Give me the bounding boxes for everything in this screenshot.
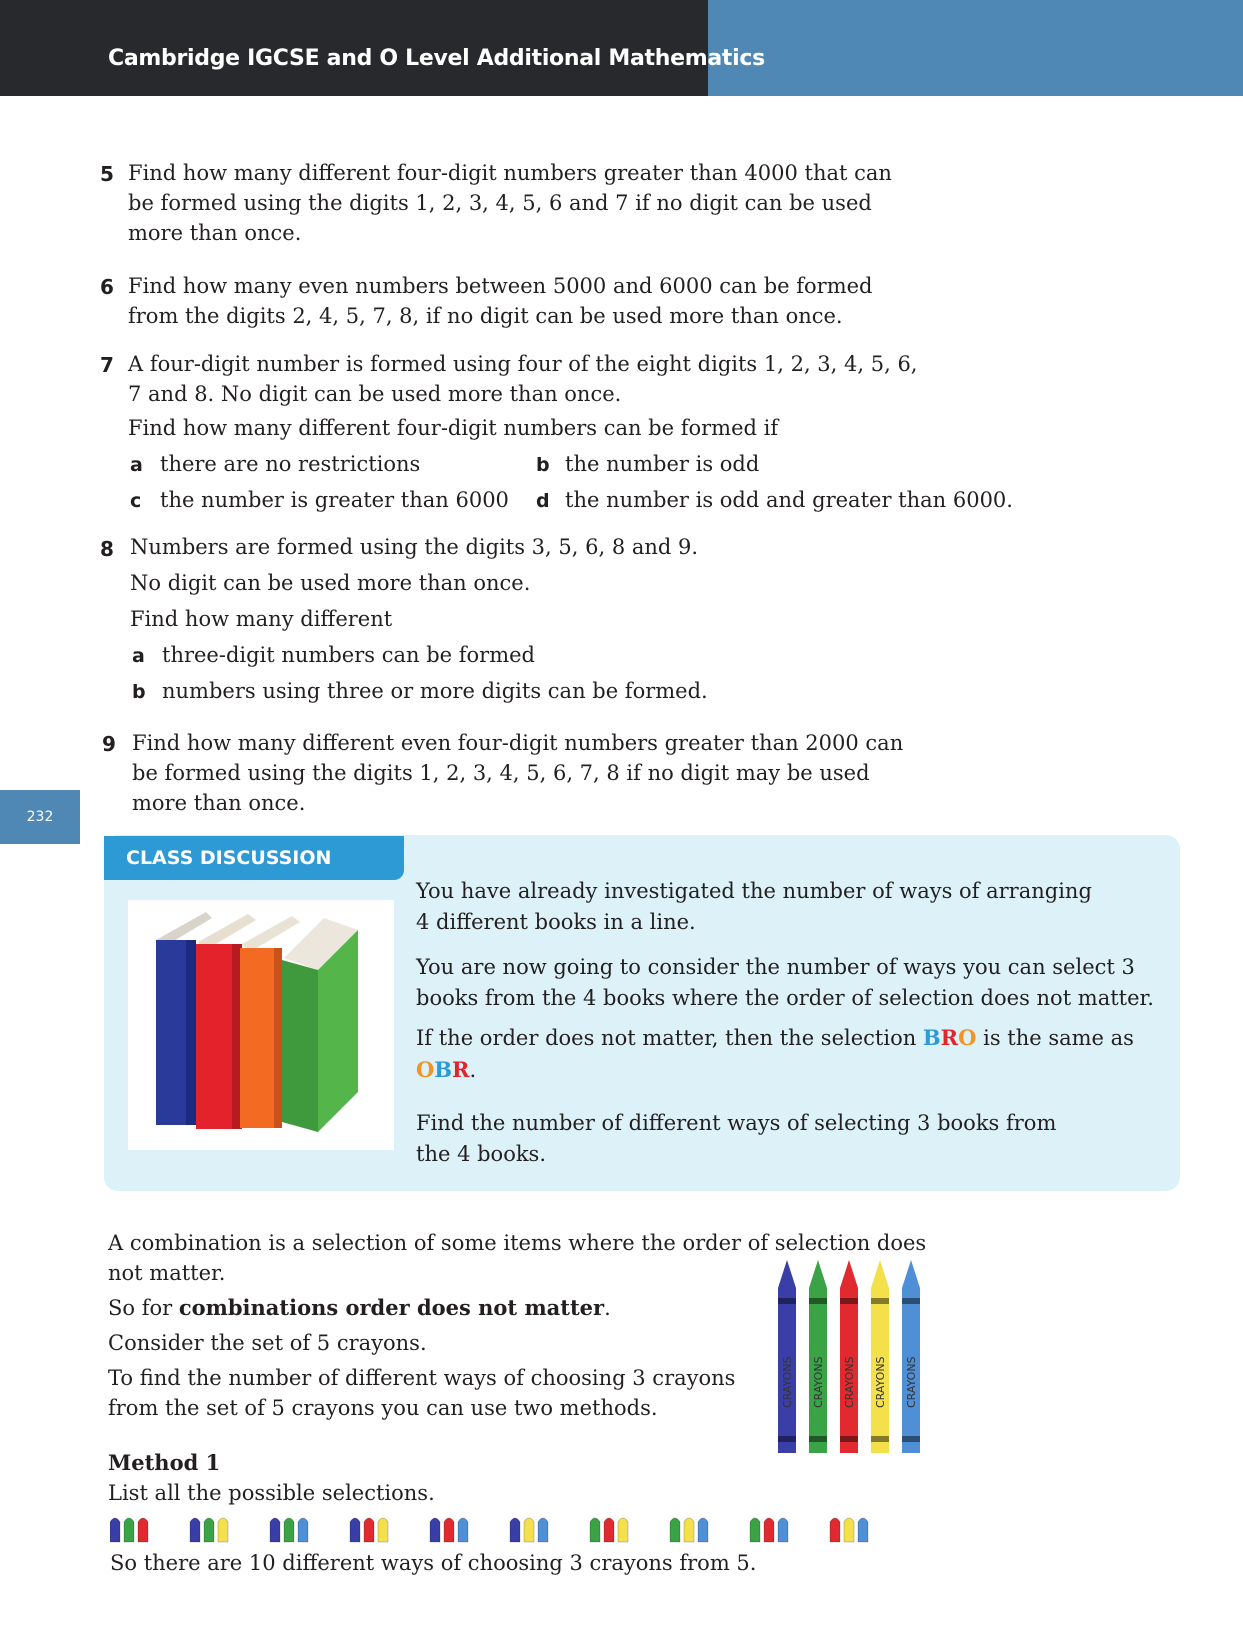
crayon-selection — [190, 1518, 228, 1542]
method-text: List all the possible selections. — [108, 1481, 435, 1505]
discussion-para-2: You are now going to consider the number of ways you can select 3 books from the 4 books where the order of selection does not matter. — [416, 955, 1154, 1010]
small-crayon-icon — [138, 1518, 148, 1542]
crayon-selection — [830, 1518, 868, 1542]
crayon-selection — [270, 1518, 308, 1542]
letter-r: R — [940, 1025, 959, 1050]
crayons-image — [770, 1258, 940, 1458]
svg-text:CRAYONS: CRAYONS — [812, 1356, 825, 1408]
small-crayon-icon — [204, 1518, 214, 1542]
small-crayon-icon — [670, 1518, 680, 1542]
small-crayon-icon — [684, 1518, 694, 1542]
question-7-prompt: Find how many different four-digit numbers can be formed if — [128, 416, 779, 440]
question-number: 6 — [100, 275, 114, 299]
letter-b: B — [434, 1057, 453, 1082]
part-label: a — [130, 454, 143, 476]
crayon-selection — [430, 1518, 468, 1542]
crayon-selection — [590, 1518, 628, 1542]
small-crayon-icon — [510, 1518, 520, 1542]
question-6-text: Find how many even numbers between 5000 and 6000 can be formed from the digits 2, 4, 5, 7, 8, if no digit can be used more than once. — [128, 274, 873, 328]
small-crayon-icon — [378, 1518, 388, 1542]
book-title: Cambridge IGCSE and O Level Additional Mathematics — [108, 46, 765, 71]
question-5-text: Find how many different four-digit numbers greater than 4000 that can be formed using the digits 1, 2, 3, 4, 5, 6 and 7 if no digit can be used more than once. — [128, 161, 892, 245]
crayon-selection — [510, 1518, 548, 1542]
small-crayon-icon — [218, 1518, 228, 1542]
discussion-para-3: If the order does not matter, then the selection BRO is the same as OBR. — [416, 1025, 1134, 1082]
small-crayon-icon — [298, 1518, 308, 1542]
svg-text:CRAYONS: CRAYONS — [905, 1356, 918, 1408]
svg-text:CRAYONS: CRAYONS — [781, 1356, 794, 1408]
part-label: a — [132, 645, 145, 667]
crayon-icon — [840, 1260, 858, 1453]
header-accent — [708, 0, 1243, 96]
letter-b: B — [922, 1025, 941, 1050]
question-number: 9 — [102, 732, 116, 756]
small-crayon-icon — [830, 1518, 840, 1542]
small-crayon-icon — [284, 1518, 294, 1542]
small-crayon-icon — [430, 1518, 440, 1542]
small-crayon-icon — [124, 1518, 134, 1542]
small-crayon-icon — [698, 1518, 708, 1542]
small-crayon-icon — [604, 1518, 614, 1542]
small-crayon-icon — [444, 1518, 454, 1542]
small-crayon-icon — [858, 1518, 868, 1542]
method-heading: Method 1 — [108, 1450, 221, 1475]
question-number: 5 — [100, 162, 114, 186]
page-number: 232 — [0, 790, 80, 844]
question-8-line2: No digit can be used more than once. — [130, 571, 531, 595]
letter-r: R — [452, 1057, 470, 1082]
part-text: the number is greater than 6000 — [160, 488, 509, 512]
two-methods-text: To find the number of different ways of choosing 3 crayons from the set of 5 crayons you can use two methods. — [108, 1366, 736, 1420]
small-crayon-icon — [458, 1518, 468, 1542]
part-text: the number is odd and greater than 6000. — [565, 488, 1013, 512]
part-text: numbers using three or more digits can be formed. — [162, 679, 708, 703]
part-text: the number is odd — [565, 452, 760, 476]
small-crayon-icon — [618, 1518, 628, 1542]
crayon-icon — [809, 1260, 827, 1453]
discussion-para-1: You have already investigated the number of ways of arranging 4 different books in a line. — [416, 879, 1092, 934]
class-discussion-heading: CLASS DISCUSSION — [104, 836, 404, 880]
small-crayon-icon — [590, 1518, 600, 1542]
svg-text:CRAYONS: CRAYONS — [843, 1356, 856, 1408]
question-8-text: Numbers are formed using the digits 3, 5, 6, 8 and 9. — [130, 535, 699, 559]
question-7-text: A four-digit number is formed using four of the eight digits 1, 2, 3, 4, 5, 6, 7 and 8. No digit can be used more than once. — [128, 352, 918, 406]
small-crayon-icon — [110, 1518, 120, 1542]
crayon-selection — [110, 1518, 148, 1542]
part-text: there are no restrictions — [160, 452, 421, 476]
crayon-selection — [750, 1518, 788, 1542]
small-crayon-icon — [764, 1518, 774, 1542]
crayon-icon — [778, 1260, 796, 1453]
small-crayon-icon — [844, 1518, 854, 1542]
letter-o: O — [416, 1057, 435, 1082]
crayon-selection — [350, 1518, 388, 1542]
part-label: b — [536, 454, 550, 476]
crayon-selections — [110, 1514, 910, 1544]
conclusion-text: So there are 10 different ways of choosing 3 crayons from 5. — [110, 1551, 757, 1575]
part-label: d — [536, 490, 550, 512]
small-crayon-icon — [538, 1518, 548, 1542]
small-crayon-icon — [364, 1518, 374, 1542]
combination-definition: A combination is a selection of some items where the order of selection does not matter. — [108, 1231, 927, 1285]
question-number: 8 — [100, 537, 114, 561]
question-9-text: Find how many different even four-digit numbers greater than 2000 can be formed using the digits 1, 2, 3, 4, 5, 6, 7, 8 if no digit may be used more than once. — [132, 731, 904, 815]
question-number: 7 — [100, 353, 114, 377]
crayon-icon — [902, 1260, 920, 1453]
combinations-note: So for combinations order does not matter. — [108, 1295, 611, 1320]
small-crayon-icon — [750, 1518, 760, 1542]
svg-text:CRAYONS: CRAYONS — [874, 1356, 887, 1408]
question-8-prompt: Find how many different — [130, 607, 393, 631]
small-crayon-icon — [524, 1518, 534, 1542]
crayon-selection — [670, 1518, 708, 1542]
part-label: c — [130, 490, 142, 512]
books-image — [128, 900, 394, 1150]
part-text: three-digit numbers can be formed — [162, 643, 535, 667]
part-label: b — [132, 681, 146, 703]
letter-o: O — [958, 1025, 977, 1050]
crayon-icon — [871, 1260, 889, 1453]
small-crayon-icon — [190, 1518, 200, 1542]
small-crayon-icon — [778, 1518, 788, 1542]
discussion-para-4: Find the number of different ways of selecting 3 books from the 4 books. — [416, 1111, 1057, 1166]
small-crayon-icon — [350, 1518, 360, 1542]
crayons-intro: Consider the set of 5 crayons. — [108, 1331, 427, 1355]
small-crayon-icon — [270, 1518, 280, 1542]
